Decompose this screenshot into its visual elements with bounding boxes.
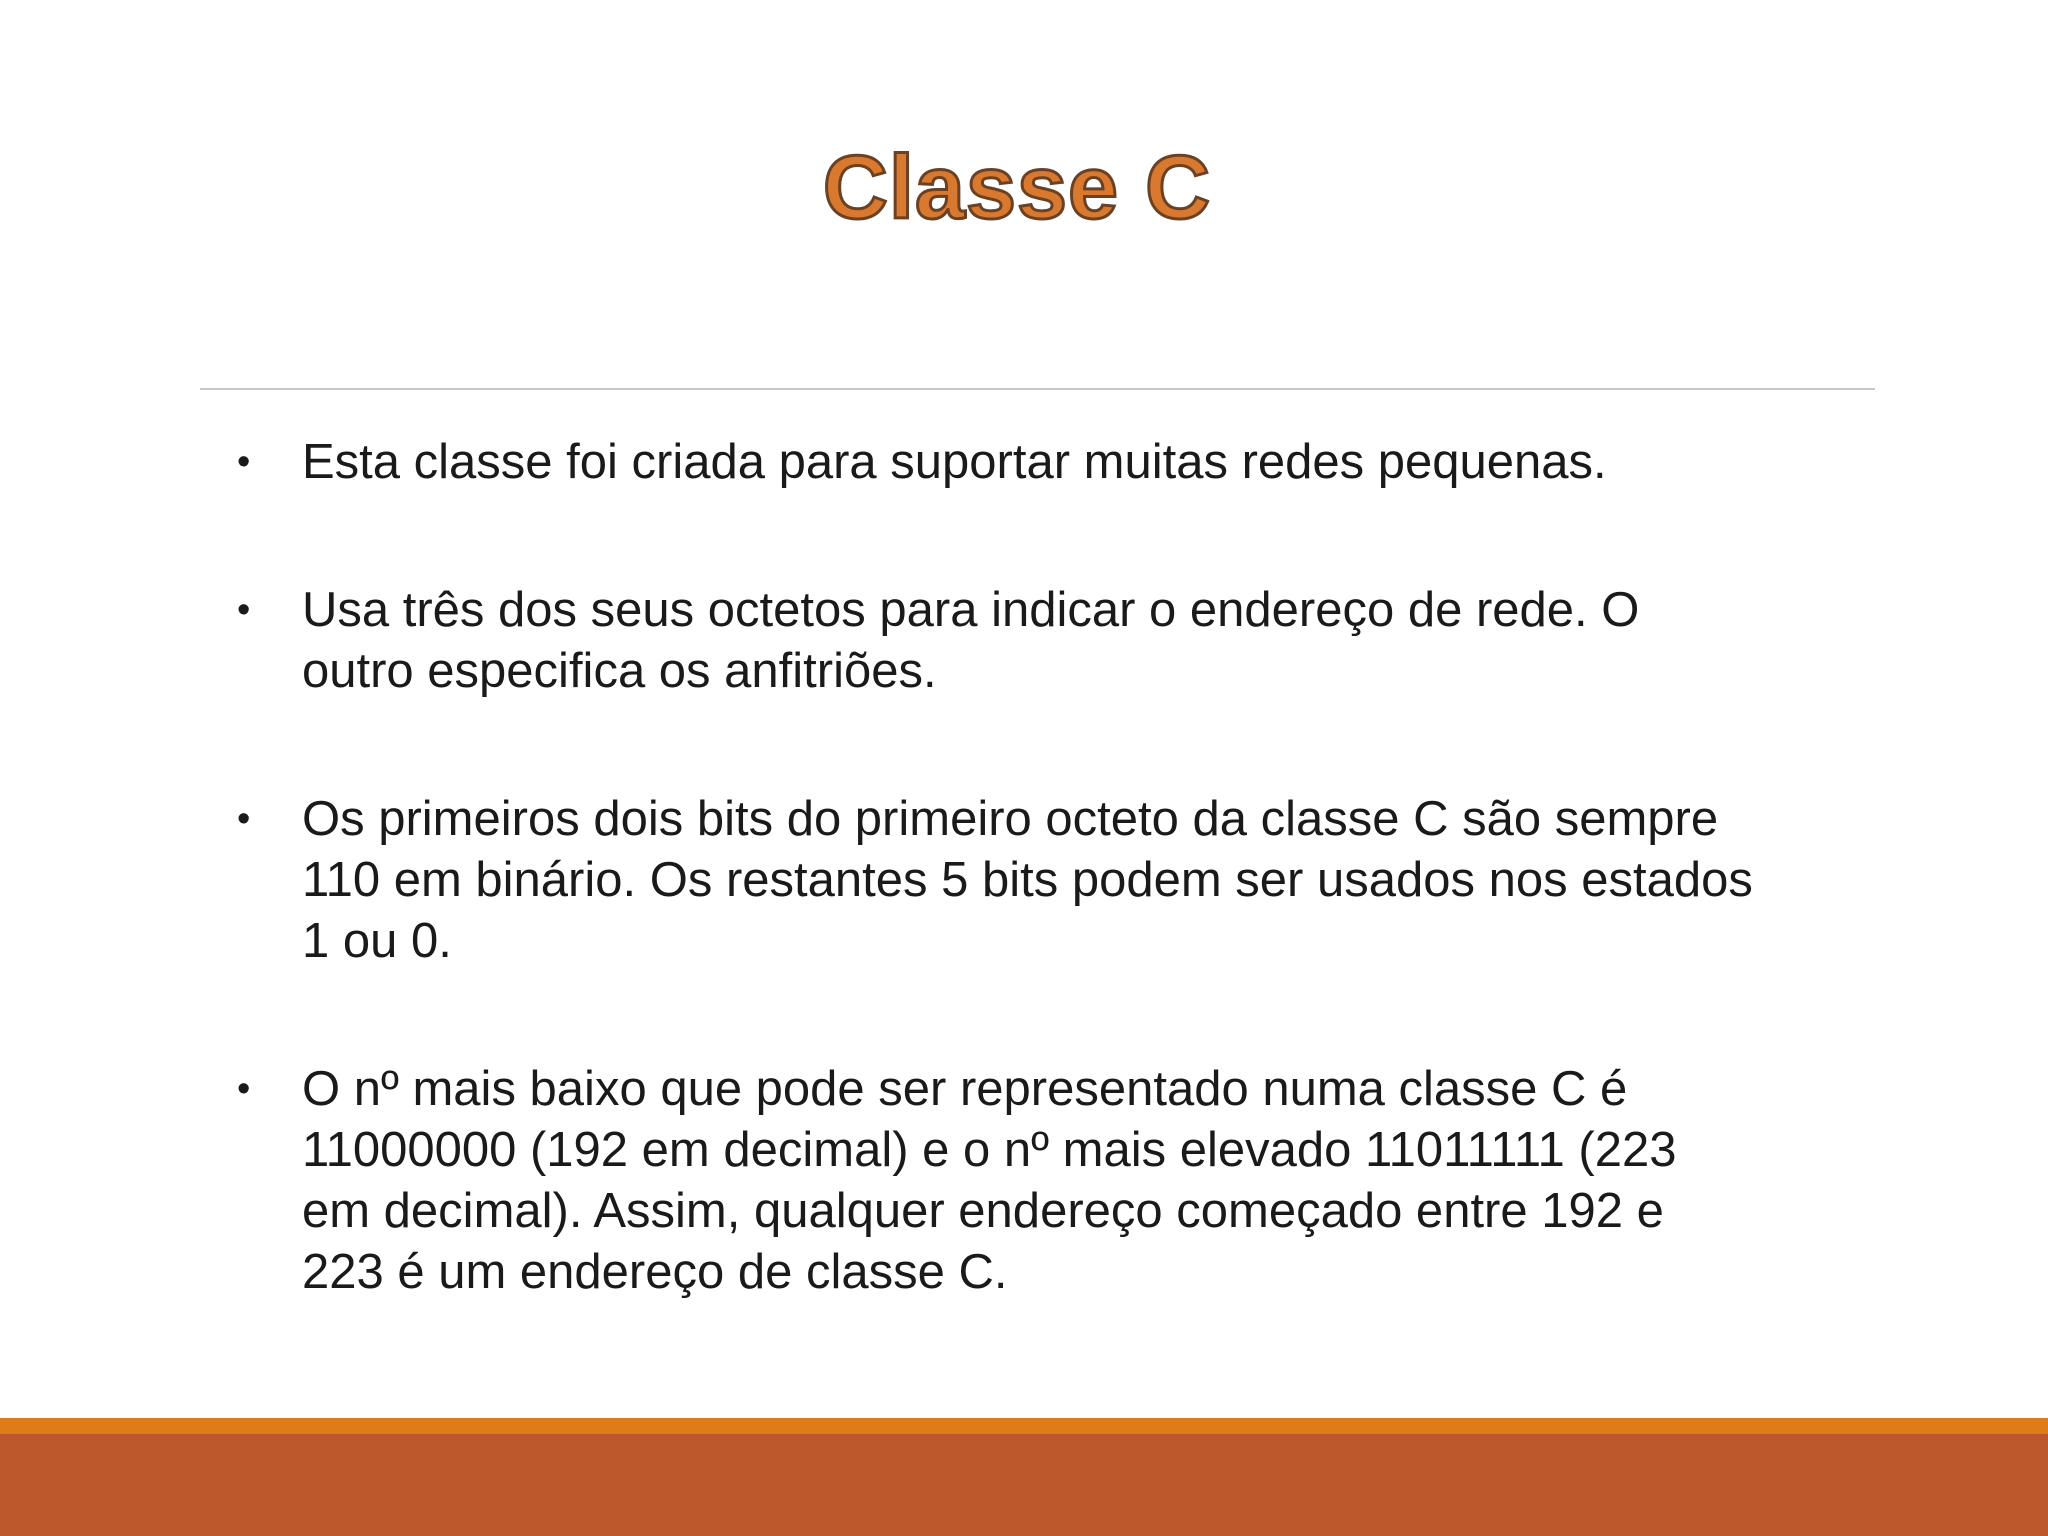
- bullet-text: Os primeiros dois bits do primeiro octeto da classe C são sempre 110 em binário. Os restantes 5 bits podem ser usados nos estados 1 ou 0.: [302, 792, 1753, 968]
- bullet-list: [237, 432, 1757, 1303]
- bullet-item: [237, 789, 1757, 972]
- bullet-text: Usa três dos seus octetos para indicar o endereço de rede. O outro especifica os anfitriões.: [302, 583, 1640, 698]
- bullet-dot-icon: •: [237, 798, 251, 840]
- bullet-item: [237, 432, 1757, 493]
- bullet-item: [237, 580, 1757, 702]
- bullet-dot-icon: •: [237, 1068, 251, 1110]
- title-divider: [200, 388, 1875, 390]
- footer-stripe: [0, 1418, 2048, 1434]
- slide-title: Classe C: [822, 138, 1212, 238]
- footer-band: [0, 1434, 2048, 1536]
- bullet-item: [237, 1059, 1757, 1303]
- bullet-text: O nº mais baixo que pode ser representado numa classe C é 11000000 (192 em decimal) e o nº mais elevado 11011111 (223 em decimal). Assim, qualquer endereço começado entre 192 e 223 é um endereço de classe C.: [302, 1062, 1677, 1299]
- bullet-text: Esta classe foi criada para suportar muitas redes pequenas.: [302, 435, 1607, 489]
- bullet-dot-icon: •: [237, 441, 251, 483]
- bullet-dot-icon: •: [237, 589, 251, 631]
